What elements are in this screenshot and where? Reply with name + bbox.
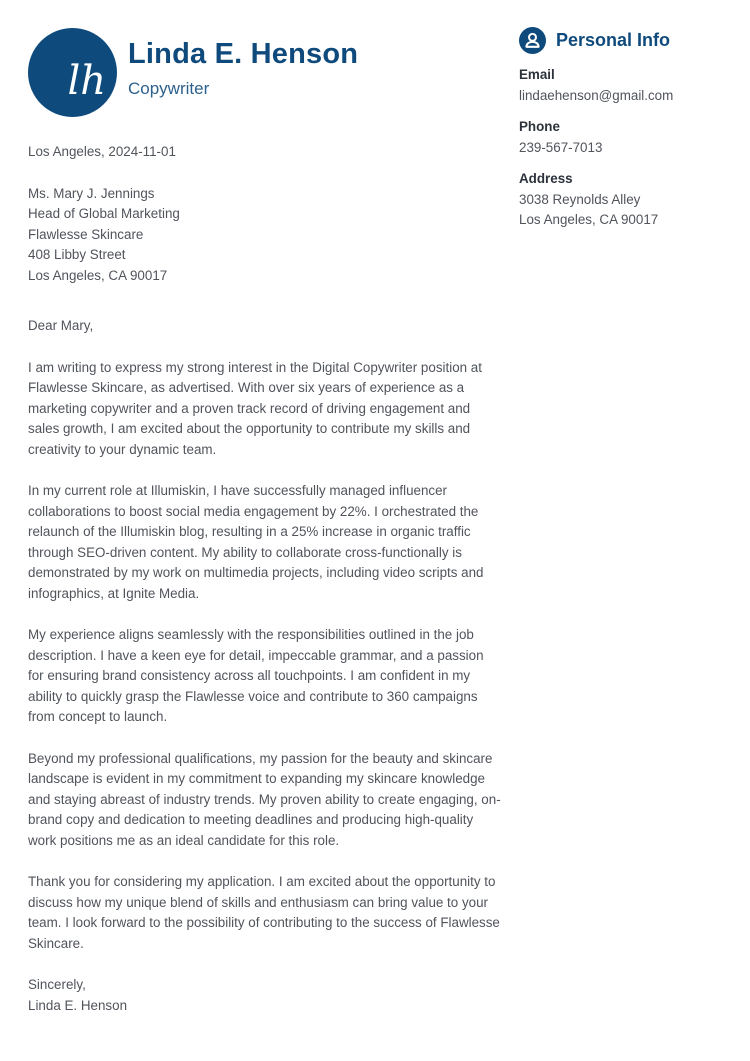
main-column	[28, 28, 501, 1016]
avatar	[28, 28, 117, 117]
signature-name: Linda E. Henson	[28, 997, 128, 1013]
recipient-name: Ms. Mary J. Jennings	[28, 185, 155, 201]
closing-block	[28, 975, 501, 1016]
date-line: Los Angeles, 2024-11-01	[28, 144, 176, 159]
email-value: lindaehenson@gmail.com	[519, 87, 674, 103]
paragraph-passion: Beyond my professional qualifications, my passion for the beauty and skincare landscape is evident in my commitment to expanding my skincare knowledge and staying abreast of industry trends. My proven ability to create engaging, on-brand copy and dedication to meeting deadlines and producing high-quality work positions me as an ideal candidate for this role.	[28, 750, 501, 848]
letter-header	[28, 28, 501, 117]
personal-info-heading	[519, 27, 725, 54]
salutation: Dear Mary,	[28, 318, 94, 333]
address-label: Address	[519, 171, 573, 186]
recipient-company: Flawlesse Skincare	[28, 226, 144, 242]
name-block	[117, 28, 358, 99]
info-group-phone	[519, 117, 725, 158]
email-label: Email	[519, 67, 555, 82]
recipient-street: 408 Libby Street	[28, 247, 126, 262]
paragraph-experience: My experience aligns seamlessly with the responsibilities outlined in the job description. I have a keen eye for detail, impeccable grammar, and a passion for ensuring brand consistency across all touchpoints. I am confident in my ability to quickly grasp the Flawlesse voice and contribute to 360 campaigns from concept to launch.	[28, 627, 484, 724]
person-icon	[519, 27, 546, 54]
address-line-1: 3038 Reynolds Alley	[519, 191, 641, 207]
info-group-email	[519, 65, 725, 106]
recipient-city: Los Angeles, CA 90017	[28, 267, 168, 283]
phone-label: Phone	[519, 119, 560, 134]
avatar-monogram: lh	[67, 58, 107, 105]
page-title: Linda E. Henson	[128, 38, 359, 70]
paragraph-thanks: Thank you for considering my application. I am excited about the opportunity to discuss how my unique blend of skills and enthusiasm can bring value to your team. I look forward to the possibility of contributing to the success of Flawlesse Skincare.	[28, 874, 500, 951]
job-title: Copywriter	[128, 78, 210, 98]
recipient-role: Head of Global Marketing	[28, 206, 180, 221]
closing-word: Sincerely,	[28, 977, 86, 992]
paragraph-intro: I am writing to express my strong interest in the Digital Copywriter position at Flawlesse Skincare, as advertised. With over six years of experience as a marketing copywriter and a proven track record of driving engagement and sales growth, I am excited about the opportunity to contribute my skills and creativity to your dynamic team.	[28, 359, 482, 457]
paragraph-current-role: In my current role at Illumiskin, I have successfully managed influencer collaborations to boost social media engagement by 22%. I orchestrated the relaunch of the Illumiskin blog, resulting in a 25% increase in organic traffic through SEO-driven content. My ability to collaborate cross-functionally is demonstrated by my work on multimedia projects, including video scripts and infographics, at Ignite Media.	[28, 483, 484, 601]
recipient-block	[28, 184, 501, 287]
info-group-address	[519, 169, 725, 231]
letter-body	[28, 142, 501, 1016]
address-line-2: Los Angeles, CA 90017	[519, 212, 659, 227]
personal-info-sidebar	[519, 27, 725, 231]
personal-info-title: Personal Info	[556, 30, 671, 50]
phone-value: 239-567-7013	[519, 139, 603, 155]
